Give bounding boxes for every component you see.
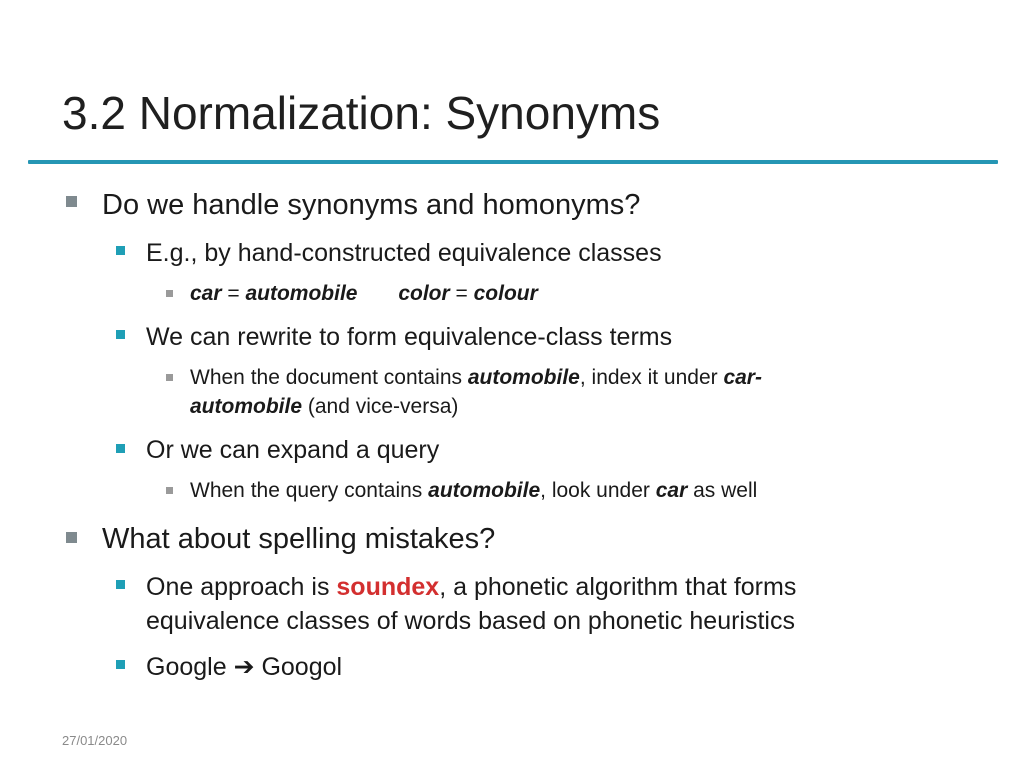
bullet-query-expansion — [190, 477, 757, 505]
square-bullet-icon — [116, 580, 125, 589]
bullet-text: E.g., by hand-constructed equivalence classes — [146, 239, 662, 267]
equals-sign: = — [221, 282, 246, 305]
bullet-equivalence-examples — [190, 280, 538, 308]
bullet-text-post: (and vice-versa) — [302, 395, 459, 418]
square-bullet-icon — [166, 487, 173, 494]
term-automobile: automobile — [245, 282, 358, 305]
bullet-text: Or we can expand a query — [146, 436, 440, 464]
square-bullet-icon — [66, 532, 77, 543]
bullet-text-mid: , index it under — [579, 366, 724, 389]
square-bullet-icon — [116, 444, 125, 453]
title-divider — [28, 160, 998, 164]
term-automobile: automobile — [190, 395, 303, 418]
term-color: color — [398, 282, 450, 305]
footer-date: 27/01/2020 — [62, 733, 128, 748]
bullet-spelling-question — [102, 522, 495, 556]
term-colour: colour — [473, 282, 538, 305]
equals-sign: = — [449, 282, 474, 305]
term-car: car — [655, 479, 688, 502]
bullet-text: equivalence classes of words based on phonetic heuristics — [146, 607, 795, 635]
square-bullet-icon — [66, 196, 77, 207]
bullet-google-googol — [146, 650, 342, 684]
term-car: car — [190, 282, 222, 305]
slide-title: 3.2 Normalization: Synonyms — [62, 87, 661, 139]
bullet-text-post: , a phonetic algorithm that forms — [439, 573, 797, 601]
bullet-equivalence-classes — [146, 236, 662, 270]
bullet-text: What about spelling mistakes? — [102, 523, 496, 555]
bullet-soundex-continued — [146, 604, 795, 638]
bullet-text-mid: , look under — [540, 479, 656, 502]
term-soundex: soundex — [336, 573, 440, 601]
term-google: Google — [146, 653, 234, 681]
term-automobile: automobile — [467, 366, 580, 389]
right-arrow-icon: ➔ — [233, 652, 255, 681]
spacer — [357, 282, 398, 305]
term-googol: Googol — [254, 653, 343, 681]
bullet-text: Do we handle synonyms and homonyms? — [102, 189, 641, 221]
bullet-text-post: as well — [687, 479, 758, 502]
bullet-text: We can rewrite to form equivalence-class terms — [146, 323, 673, 351]
bullet-text-pre: When the query contains — [190, 479, 429, 502]
bullet-text-pre: When the document contains — [190, 366, 468, 389]
square-bullet-icon — [116, 330, 125, 339]
term-car: car- — [723, 366, 762, 389]
bullet-expand-query — [146, 433, 439, 467]
bullet-rewrite-terms — [146, 320, 672, 354]
bullet-document-index — [190, 364, 762, 392]
square-bullet-icon — [116, 660, 125, 669]
bullet-document-index-continued — [190, 393, 458, 421]
square-bullet-icon — [116, 246, 125, 255]
square-bullet-icon — [166, 374, 173, 381]
square-bullet-icon — [166, 290, 173, 297]
bullet-text-pre: One approach is — [146, 573, 337, 601]
term-automobile: automobile — [428, 479, 541, 502]
bullet-soundex — [146, 570, 796, 604]
bullet-synonyms-question — [102, 188, 640, 222]
